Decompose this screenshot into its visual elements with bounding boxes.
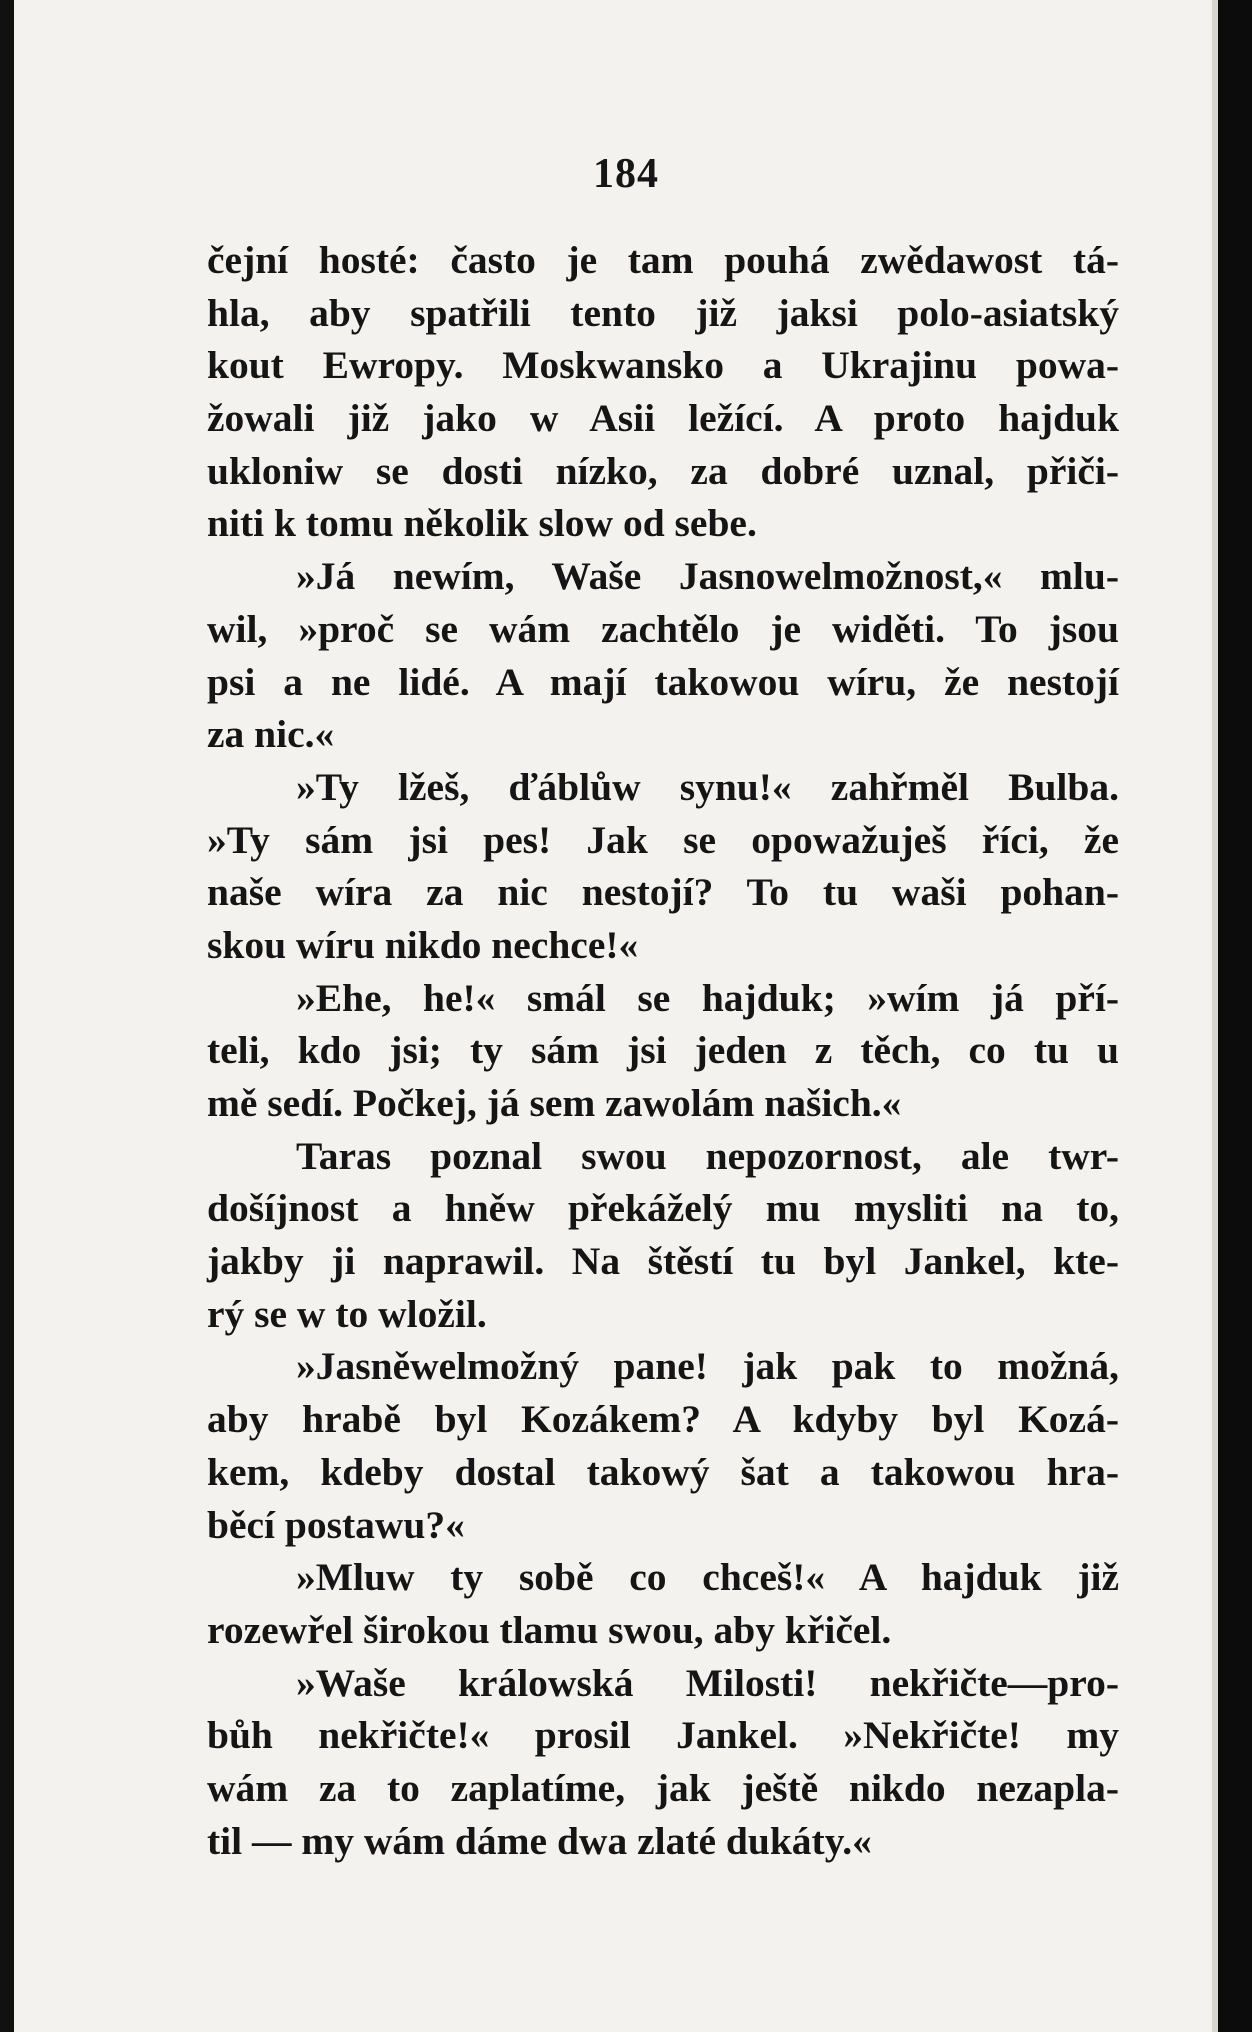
text-line: hla, aby spatřili tento již jaksi polo-asiatský	[207, 290, 1119, 335]
page-number: 184	[593, 151, 659, 197]
text-line: »Ty lžeš, ďáblůw synu!« zahřměl Bulba.	[296, 764, 1119, 809]
text-line: rozewřel širokou tlamu swou, aby křičel.	[207, 1607, 892, 1652]
text-line: Taras poznal swou nepozornost, ale twr-	[296, 1133, 1119, 1178]
text-line: niti k tomu několik slow od sebe.	[207, 501, 757, 546]
text-line: kem, kdeby dostal takowý šat a takowou hra-	[207, 1449, 1119, 1494]
text-line: aby hrabě byl Kozákem? A kdyby byl Kozá-	[207, 1397, 1119, 1442]
text-line: »Jasněwelmožný pane! jak pak to možná,	[296, 1344, 1119, 1389]
text-line: běcí postawu?«	[207, 1502, 465, 1547]
text-line: wám za to zaplatíme, jak ještě nikdo nezapla-	[207, 1765, 1119, 1810]
text-line: rý se w to wložil.	[207, 1291, 487, 1336]
text-line: bůh nekřičte!« prosil Jankel. »Nekřičte! my	[207, 1713, 1119, 1758]
scan-left-border	[0, 0, 14, 2032]
text-line: naše wíra za nic nestojí? To tu waši pohan-	[207, 870, 1119, 915]
text-line: »Ehe, he!« smál se hajduk; »wím já pří-	[296, 975, 1119, 1020]
text-line: došíjnost a hněw překáželý mu mysliti na to,	[207, 1186, 1119, 1231]
text-line: »Waše králowská Milosti! nekřičte—pro-	[296, 1660, 1119, 1705]
text-line: wil, »proč se wám zachtělo je widěti. To jsou	[207, 606, 1119, 651]
text-line: teli, kdo jsi; ty sám jsi jeden z těch, co tu u	[207, 1028, 1119, 1073]
text-line: kout Ewropy. Moskwansko a Ukrajinu powa-	[207, 343, 1119, 388]
scan-right-border	[1218, 0, 1252, 2032]
text-line: žowali již jako w Asii ležící. A proto hajduk	[207, 396, 1119, 441]
text-line: psi a ne lidé. A mají takowou wíru, že nestojí	[207, 659, 1119, 704]
body-text	[207, 234, 1119, 1867]
text-line: mě sedí. Počkej, já sem zawolám našich.«	[207, 1081, 902, 1125]
text-line: za nic.«	[207, 712, 335, 757]
text-line: čejní hosté: často je tam pouhá zwědawost tá-	[207, 238, 1119, 282]
text-line: »Já newím, Waše Jasnowelmožnost,« mlu-	[296, 554, 1119, 599]
text-line: ukloniw se dosti nízko, za dobré uznal, přiči-	[207, 448, 1119, 493]
text-line: »Mluw ty sobě co chceš!« A hajduk již	[296, 1555, 1119, 1600]
text-line: til — my wám dáme dwa zlaté dukáty.«	[207, 1818, 872, 1863]
text-line: jakby ji naprawil. Na štěstí tu byl Jankel, kte-	[207, 1239, 1119, 1284]
text-line: skou wíru nikdo nechce!«	[207, 922, 639, 967]
text-line: »Ty sám jsi pes! Jak se opowažuješ říci, že	[207, 817, 1119, 862]
